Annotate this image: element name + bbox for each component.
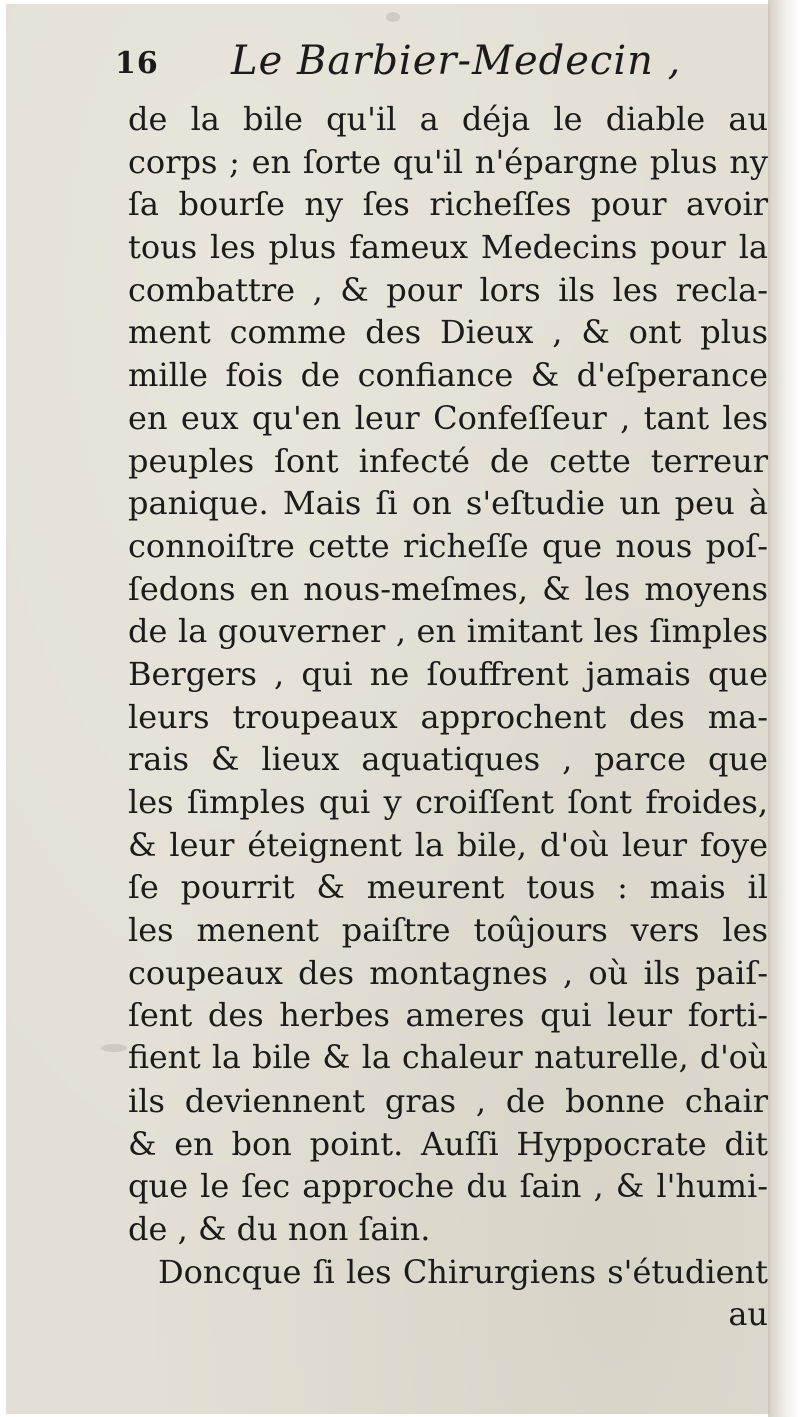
text-line: connoiſtre cette richeſſe que nous poſ- [128, 526, 768, 565]
ink-smudge [386, 12, 400, 22]
text-line: de , & du non ſain. [128, 1209, 431, 1248]
text-line: les menent paiſtre toûjours vers les [128, 911, 768, 950]
text-line: Doncque ſi les Chirurgiens s'étudient [158, 1252, 768, 1291]
text-line: ſent des herbes ameres qui leur forti- [128, 996, 768, 1035]
text-line: coupeaux des montagnes , où ils paiſ- [128, 953, 768, 992]
running-title: Le Barbier-Medecin , [231, 38, 682, 84]
text-line: & en bon point. Auſſi Hyppocrate dit [128, 1124, 768, 1163]
text-line: leurs troupeaux approchent des ma- [128, 697, 768, 736]
page-edge [768, 0, 800, 1417]
text-line: corps ; en ſorte qu'il n'épargne plus ny [128, 142, 768, 181]
text-line: de la gouverner , en imitant les ſimples [128, 612, 768, 651]
page-header [115, 36, 755, 96]
body-text [128, 98, 768, 1336]
text-line: tous les plus fameux Medecins pour la [128, 228, 768, 267]
text-line: en eux qu'en leur Confeſſeur , tant les [128, 398, 768, 437]
text-line: panique. Mais ſi on s'eſtudie un peu à [128, 484, 768, 523]
text-line: rais & lieux aquatiques , parce que [128, 740, 768, 779]
text-line: ils deviennent gras , de bonne chair [128, 1081, 768, 1120]
text-line: que le ſec approche du ſain , & l'humi- [128, 1167, 768, 1206]
text-line: ſa bourſe ny ſes richeſſes pour avoir [128, 185, 768, 224]
page-number: 16 [115, 46, 159, 81]
text-line: ſe pourrit & meurent tous : mais il [128, 868, 768, 907]
catchword: au [728, 1295, 768, 1334]
text-line: ſedons en nous-meſmes, & les moyens [128, 569, 768, 608]
text-line: Bergers , qui ne ſouffrent jamais que [128, 654, 768, 693]
text-line: & leur éteignent la bile, d'où leur foye [128, 825, 768, 864]
text-line: les ſimples qui y croiſſent ſont froides, [128, 783, 768, 821]
text-line: fient la bile & la chaleur naturelle, d'où [128, 1040, 768, 1077]
ink-smudge [101, 1044, 127, 1052]
text-line: peuples ſont infecté de cette terreur [128, 441, 768, 480]
text-line: de la bile qu'il a déja le diable au [128, 100, 768, 138]
text-line: mille fois de confiance & d'eſperance [128, 356, 768, 395]
text-line: ment comme des Dieux , & ont plus [128, 313, 768, 352]
text-line: combattre , & pour lors ils les recla- [128, 270, 768, 309]
